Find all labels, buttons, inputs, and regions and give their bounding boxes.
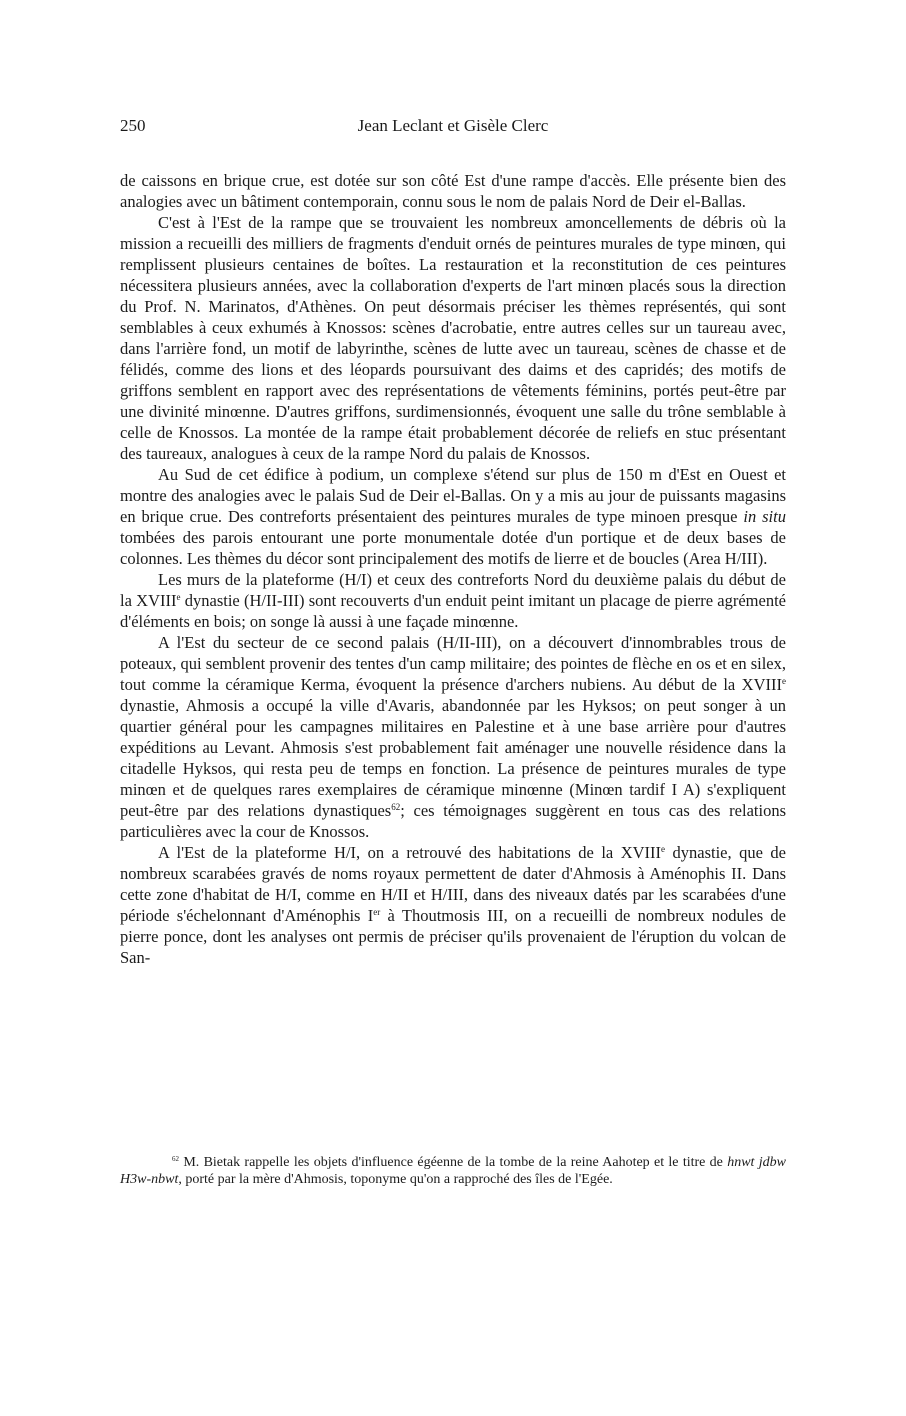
body-text	[120, 170, 786, 968]
paragraph-6-text-c: à Thoutmosis III, on a recueilli de nombreux nodules de pierre ponce, dont les analyses ont permis de préciser qu'ils provenaient de l'éruption du volcan de San-	[120, 906, 786, 967]
paragraph-3-text-a: Au Sud de cet édifice à podium, un complexe s'étend sur plus de 150 m d'Est en Ouest et montre des analogies avec le palais Sud de Deir el-Ballas. On y a mis au jour de puissants magasins en brique crue. Des contreforts présentaient des peintures murales de type minoen presque	[120, 465, 786, 526]
paragraph-2: C'est à l'Est de la rampe que se trouvaient les nombreux amoncellements de débris où la mission a recueilli des milliers de fragments d'enduit ornés de peintures murales de type minœn, qui remplissent plusieurs centaines de boîtes. La restauration et la reconstitution de ces peintures nécessitera plusieurs années, avec la collaboration d'experts de l'art minœn placés sous la direction du Prof. N. Marinatos, d'Athènes. On peut désormais préciser les thèmes représentés, qui sont semblables à ceux exhumés à Knossos: scènes d'acrobatie, entre autres celles sur un taureau avec, dans l'arrière fond, un motif de labyrinthe, scènes de lutte avec un taureau, scènes de chasse et de félidés, comme des lions et des léopards poursuivant des daims et des capridés; des motifs de griffons semblent en rapport avec des représentations de vêtements féminins, portés peut-être par une divinité minœnne. D'autres griffons, surdimensionnés, évoquent une salle du trône semblable à celle de Knossos. La montée de la rampe était probablement décorée de reliefs en stuc présentant des taureaux, analogues à ceux de la rampe Nord du palais de Knossos.	[120, 213, 786, 463]
footnote-italic-title: hnwt jdbw H3w-nbwt	[120, 1155, 786, 1187]
paragraph-3	[120, 464, 786, 569]
paragraph-6-text-a: A l'Est de la plateforme H/I, on a retrouvé des habitations de la XVIII	[158, 843, 662, 862]
running-title: Jean Leclant et Gisèle Clerc	[357, 116, 549, 135]
footnote-reference[interactable]: 62	[391, 802, 401, 812]
superscript-e: e	[782, 676, 786, 686]
paragraph-6	[120, 842, 786, 968]
superscript-er: er	[373, 907, 381, 917]
paragraph-5-text-b: dynastie, Ahmosis a occupé la ville d'Avaris, abandonnée par les Hyksos; on peut songer à un quartier général pour les campagnes militaires en Palestine et à une base arrière pour d'autres expéditions au Levant. Ahmosis s'est probablement fait aménager une nouvelle résidence dans la citadelle Hyksos, qui resta peu de temps en fonction. La présence de peintures murales de type minœn et de quelques rares exemplaires de céramique minœnne (Minœn tardif I A) s'expliquent peut-être par des relations dynastiques	[120, 696, 786, 820]
footnote-62	[120, 1154, 786, 1188]
paragraph-4-text-b: dynastie (H/II-III) sont recouverts d'un enduit peint imitant un placage de pierre agrémenté d'éléments en bois; on songe là aussi à une façade minœnne.	[120, 591, 786, 631]
superscript-e: e	[176, 592, 181, 602]
footnote-number: 62	[172, 1155, 179, 1163]
paragraph-5-text-a: A l'Est du secteur de ce second palais (H/II-III), on a découvert d'innombrables trous de poteaux, qui semblent provenir des tentes d'un camp militaire; des pointes de flèche en os et en silex, tout comme la céramique Kerma, évoquent la présence d'archers nubiens. Au début de la XVIII	[120, 633, 786, 694]
footnotes	[120, 1154, 786, 1188]
superscript-e: e	[661, 844, 666, 854]
paragraph-1: de caissons en brique crue, est dotée sur son côté Est d'une rampe d'accès. Elle présente bien des analogies avec un bâtiment contemporain, connu sous le nom de palais Nord de Deir el-Ballas.	[120, 171, 786, 211]
paragraph-4	[120, 569, 786, 632]
footnote-text-b: , porté par la mère d'Ahmosis, toponyme qu'on a rapproché des îles de l'Egée.	[178, 1172, 613, 1187]
page-header	[120, 116, 786, 142]
paragraph-4-text-a: Les murs de la plateforme (H/I) et ceux des contreforts Nord du deuxième palais du début de la XVIII	[120, 570, 786, 610]
paragraph-3-text-b: tombées des parois entourant une porte monumentale dotée d'un portique et de deux bases de colonnes. Les thèmes du décor sont principalement des motifs de lierre et de boucles (Area H/III).	[120, 528, 786, 568]
footnote-text-a: M. Bietak rappelle les objets d'influence égéenne de la tombe de la reine Aahotep et le titre de	[179, 1155, 728, 1170]
paragraph-5	[120, 632, 786, 842]
page-number: 250	[120, 116, 146, 135]
paragraph-5-text-c: ; ces témoignages suggèrent en tous cas des relations particulières avec la cour de Knossos.	[120, 801, 786, 841]
paragraph-6-text-b: dynastie, que de nombreux scarabées gravés de noms royaux permettent de dater d'Ahmosis à Aménophis II. Dans cette zone d'habitat de H/I, comme en H/II et H/III, dans des niveaux datés par les scarabées d'une période s'échelonnant d'Aménophis I	[120, 843, 786, 925]
italic-in-situ: in situ	[743, 507, 786, 526]
